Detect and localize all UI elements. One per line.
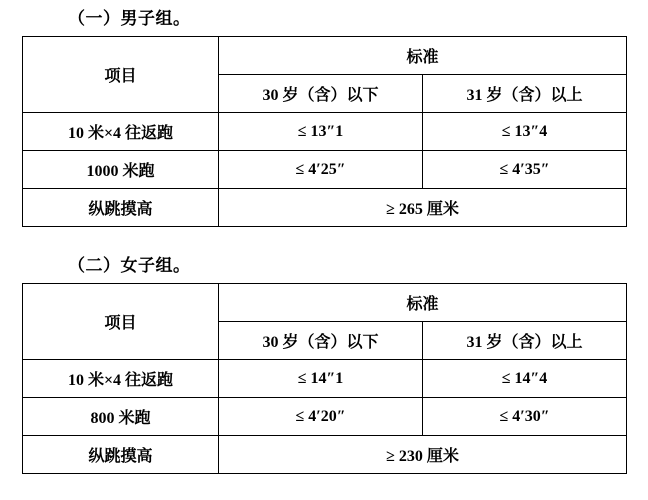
row-item-label: 10 米×4 往返跑 [23,113,219,151]
row-value-1: ≤ 13″1 [219,113,423,151]
section-female-group [0,255,648,474]
header-age-group-1: 30 岁（含）以下 [219,322,423,360]
table-row [23,189,627,227]
section-male-group [0,8,648,227]
row-value-merged: ≥ 230 厘米 [219,436,627,474]
row-value-2: ≤ 13″4 [423,113,627,151]
table-header-row [23,284,627,322]
row-item-label: 800 米跑 [23,398,219,436]
row-value-merged: ≥ 265 厘米 [219,189,627,227]
table-row [23,436,627,474]
row-item-label: 纵跳摸高 [23,436,219,474]
row-item-label: 纵跳摸高 [23,189,219,227]
standards-table-female [22,283,627,474]
header-age-group-2: 31 岁（含）以上 [423,322,627,360]
row-value-2: ≤ 14″4 [423,360,627,398]
standards-table-male [22,36,627,227]
table-row [23,360,627,398]
header-age-group-1: 30 岁（含）以下 [219,75,423,113]
section-caption: （二）女子组。 [68,256,191,275]
row-value-1: ≤ 4′20″ [219,398,423,436]
header-item-label: 项目 [23,284,219,360]
header-standard-label: 标准 [219,284,627,322]
header-item-label: 项目 [23,37,219,113]
table-row [23,113,627,151]
header-age-group-2: 31 岁（含）以上 [423,75,627,113]
row-value-1: ≤ 14″1 [219,360,423,398]
table-row [23,398,627,436]
row-item-label: 1000 米跑 [23,151,219,189]
row-value-2: ≤ 4′35″ [423,151,627,189]
header-standard-label: 标准 [219,37,627,75]
row-item-label: 10 米×4 往返跑 [23,360,219,398]
row-value-2: ≤ 4′30″ [423,398,627,436]
row-value-1: ≤ 4′25″ [219,151,423,189]
table-header-row [23,37,627,75]
section-caption: （一）男子组。 [68,9,191,28]
table-row [23,151,627,189]
